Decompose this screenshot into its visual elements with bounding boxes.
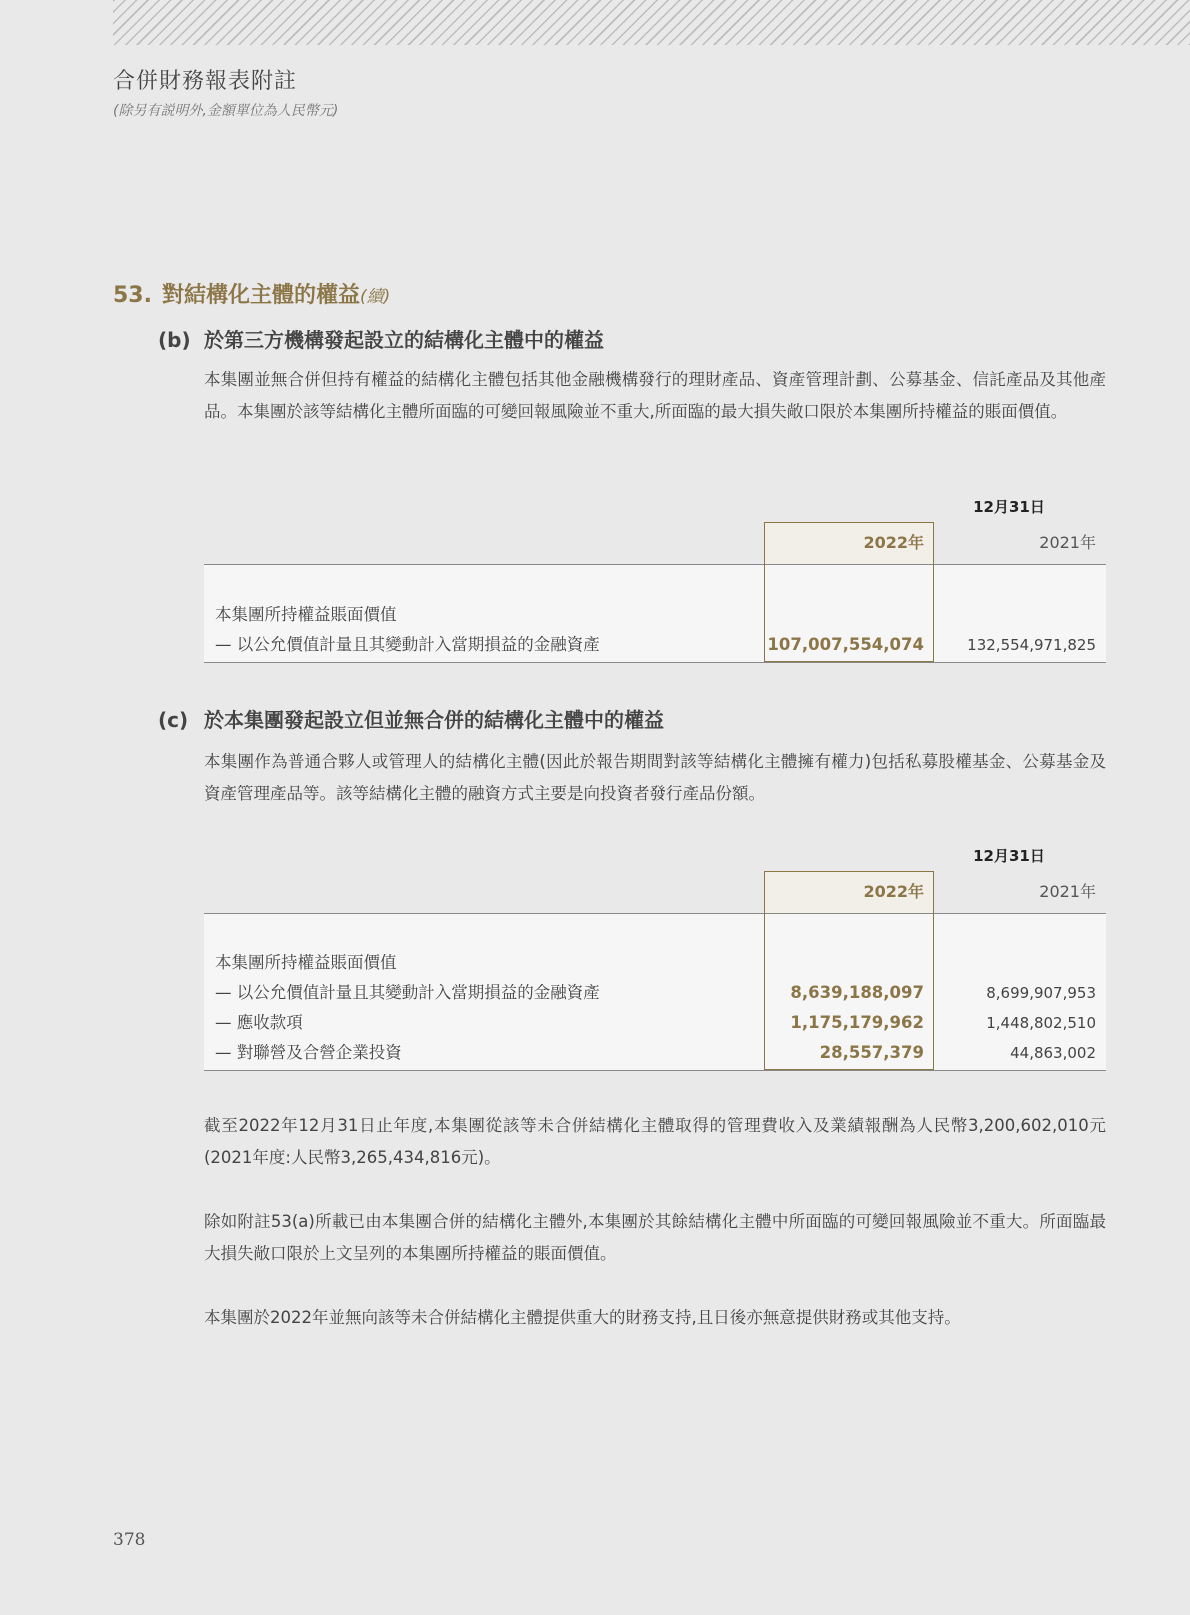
subsection-b-title: 於第三方機構發起設立的結構化主體中的權益 <box>204 328 604 352</box>
table-b-header-row <box>204 522 1106 565</box>
table-row: — 對聯營及合營企業投資 28,557,379 44,863,002 <box>215 1043 1096 1062</box>
subsection-c-paragraph: 本集團作為普通合夥人或管理人的結構化主體(因此於報告期間對該等結構化主體擁有權力)包括私募股權基金、公募基金及資產管理產品等。該等結構化主體的融資方式主要是向投資者發行產品份額。 <box>204 752 1106 803</box>
table-c <box>204 845 1106 1075</box>
section-continued: (續) <box>360 287 391 307</box>
table-c-col-2021: 2021年 <box>1039 882 1096 901</box>
section-heading <box>113 278 390 309</box>
document-title: 合併財務報表附註 <box>113 69 298 94</box>
table-c-col-2022: 2022年 <box>863 882 924 901</box>
table-row: 本集團所持權益賬面價值 <box>215 605 397 624</box>
table-row: — 應收款項 1,175,179,962 1,448,802,510 <box>215 1013 1096 1032</box>
note-financial-support: 本集團於2022年並無向該等未合併結構化主體提供重大的財務支持,且日後亦無意提供財務或其他支持。 <box>204 1308 961 1327</box>
table-row: 本集團所持權益賬面價值 <box>215 953 397 972</box>
table-c-header-row <box>204 871 1106 914</box>
note-management-fee: 截至2022年12月31日止年度,本集團從該等未合併結構化主體取得的管理費收入及業績報酬為人民幣3,200,602,010元(2021年度:人民幣3,265,434,816元)。 <box>204 1116 1106 1167</box>
subsection-b-label: (b) <box>158 328 191 352</box>
page-number: 378 <box>113 1530 146 1550</box>
table-b-date-header: 12月31日 <box>973 498 1045 516</box>
table-b-col-2022: 2022年 <box>863 533 924 552</box>
table-b-col-2021: 2021年 <box>1039 533 1096 552</box>
section-title-text: 對結構化主體的權益 <box>161 283 360 308</box>
subsection-c-label: (c) <box>158 708 189 732</box>
subsection-b-paragraph: 本集團並無合併但持有權益的結構化主體包括其他金融機構發行的理財產品、資產管理計劃、公募基金、信託產品及其他產品。本集團於該等結構化主體所面臨的可變回報風險並不重大,所面臨的最大損失敞口限於本集團所持權益的賬面價值。 <box>204 370 1106 421</box>
subsection-c-heading <box>158 704 664 733</box>
subsection-c-title: 於本集團發起設立但並無合併的結構化主體中的權益 <box>204 708 664 732</box>
table-row: — 以公允價值計量且其變動計入當期損益的金融資產 107,007,554,074 132,554,971,825 <box>215 635 1096 654</box>
note-risk-exposure: 除如附註53(a)所載已由本集團合併的結構化主體外,本集團於其餘結構化主體中所面臨的可變回報風險並不重大。所面臨最大損失敞口限於上文呈列的本集團所持權益的賬面價值。 <box>204 1212 1106 1263</box>
header-hatch-band <box>113 0 1190 45</box>
table-c-date-header: 12月31日 <box>973 847 1045 865</box>
table-b <box>204 496 1106 666</box>
section-number: 53. <box>113 283 152 308</box>
subsection-b-heading <box>158 324 604 353</box>
document-subtitle: (除另有説明外,金額單位為人民幣元) <box>113 103 339 119</box>
table-row: — 以公允價值計量且其變動計入當期損益的金融資產 8,639,188,097 8,699,907,953 <box>215 983 1096 1002</box>
